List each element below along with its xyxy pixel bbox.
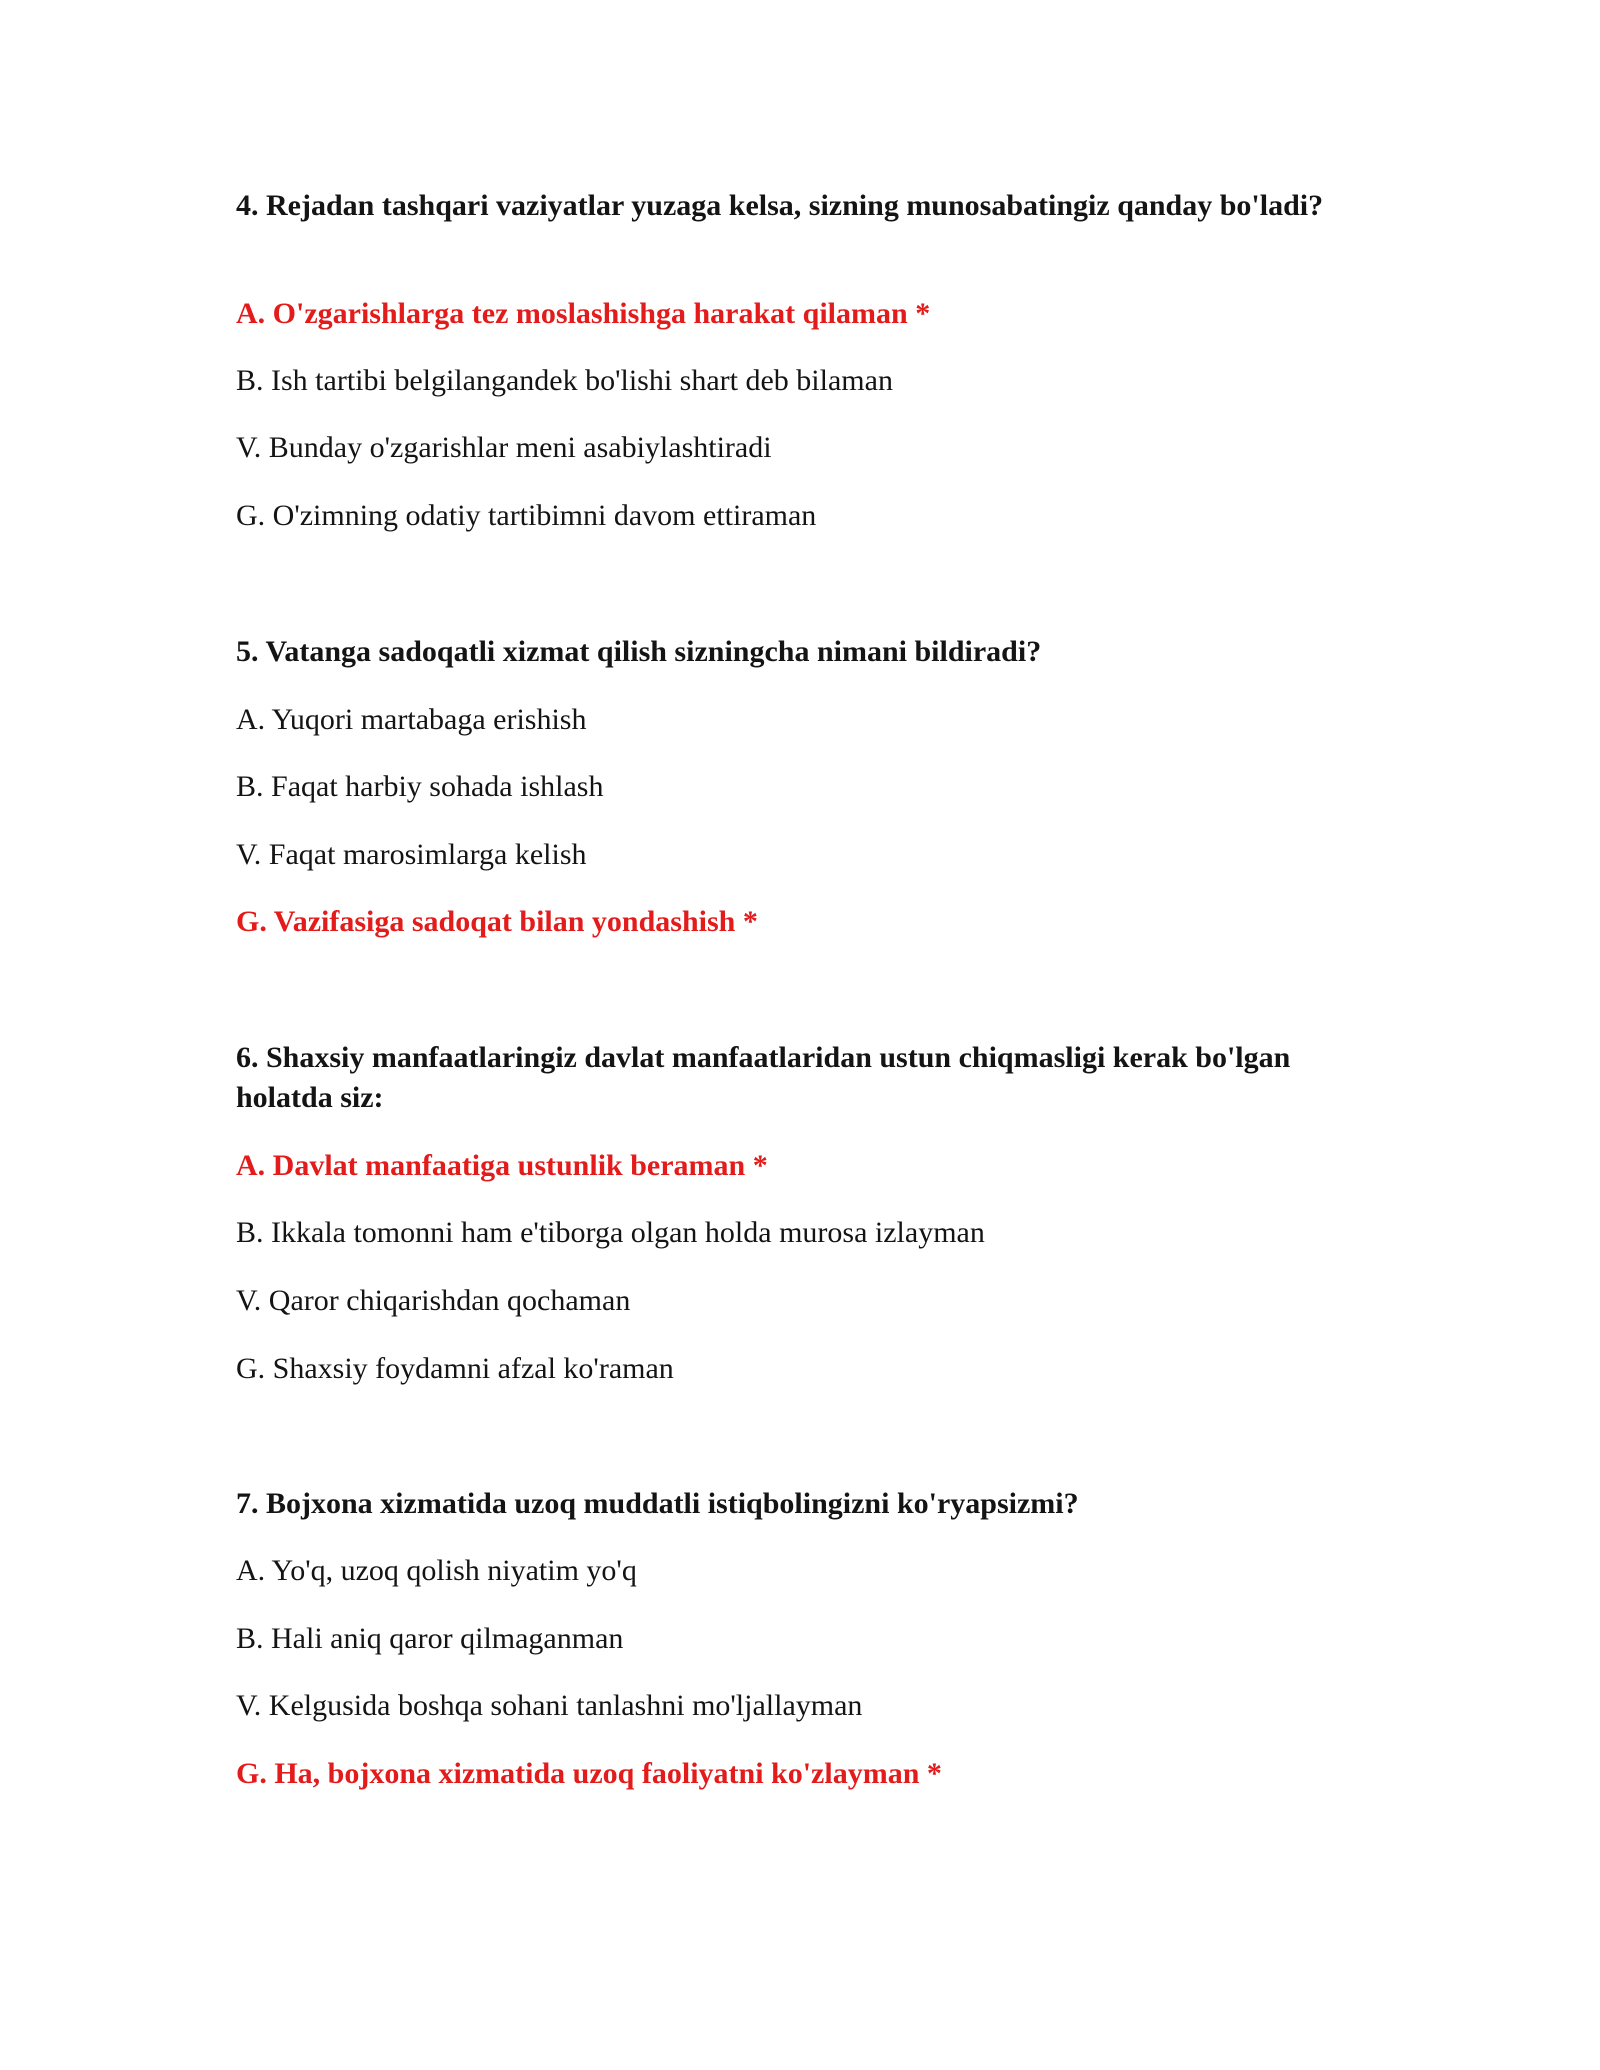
question-block-6 [236, 1038, 1386, 1385]
answer-option-g: G. O'zimning odatiy tartibimni davom ettiraman [236, 499, 817, 532]
answer-option-g: G. Vazifasiga sadoqat bilan yondashish * [236, 905, 758, 938]
answer-option-a: A. O'zgarishlarga tez moslashishga harakat qilaman * [236, 297, 931, 330]
answer-option-a: A. Yo'q, uzoq qolish niyatim yo'q [236, 1554, 637, 1587]
answer-option-a: A. Yuqori martabaga erishish [236, 703, 587, 736]
answer-option-b: B. Ish tartibi belgilangandek bo'lishi shart deb bilaman [236, 364, 893, 397]
question-title: 7. Bojxona xizmatida uzoq muddatli istiqbolingizni ko'ryapsizmi? [236, 1487, 1079, 1520]
answer-option-g: G. Ha, bojxona xizmatida uzoq faoliyatni ko'zlayman * [236, 1757, 942, 1790]
answer-option-a: A. Davlat manfaatiga ustunlik beraman * [236, 1149, 768, 1182]
question-title: 4. Rejadan tashqari vaziyatlar yuzaga kelsa, sizning munosabatingiz qanday bo'ladi? [236, 189, 1324, 222]
answer-option-v: V. Faqat marosimlarga kelish [236, 838, 587, 871]
answer-option-v: V. Bunday o'zgarishlar meni asabiylashtiradi [236, 431, 772, 464]
question-block-5 [236, 632, 1386, 938]
answer-option-v: V. Kelgusida boshqa sohani tanlashni mo'ljallayman [236, 1689, 863, 1722]
answer-option-g: G. Shaxsiy foydamni afzal ko'raman [236, 1352, 674, 1385]
question-title: 6. Shaxsiy manfaatlaringiz davlat manfaatlaridan ustun chiqmasligi kerak bo'lgan holatda siz: [236, 1041, 1291, 1114]
question-title: 5. Vatanga sadoqatli xizmat qilish sizningcha nimani bildiradi? [236, 635, 1042, 668]
answer-option-b: B. Ikkala tomonni ham e'tiborga olgan holda murosa izlayman [236, 1216, 985, 1249]
answer-option-v: V. Qaror chiqarishdan qochaman [236, 1284, 631, 1317]
question-block-4 [236, 186, 1386, 532]
answer-option-b: B. Faqat harbiy sohada ishlash [236, 770, 604, 803]
answer-option-b: B. Hali aniq qaror qilmaganman [236, 1622, 624, 1655]
question-block-7 [236, 1484, 1386, 1790]
